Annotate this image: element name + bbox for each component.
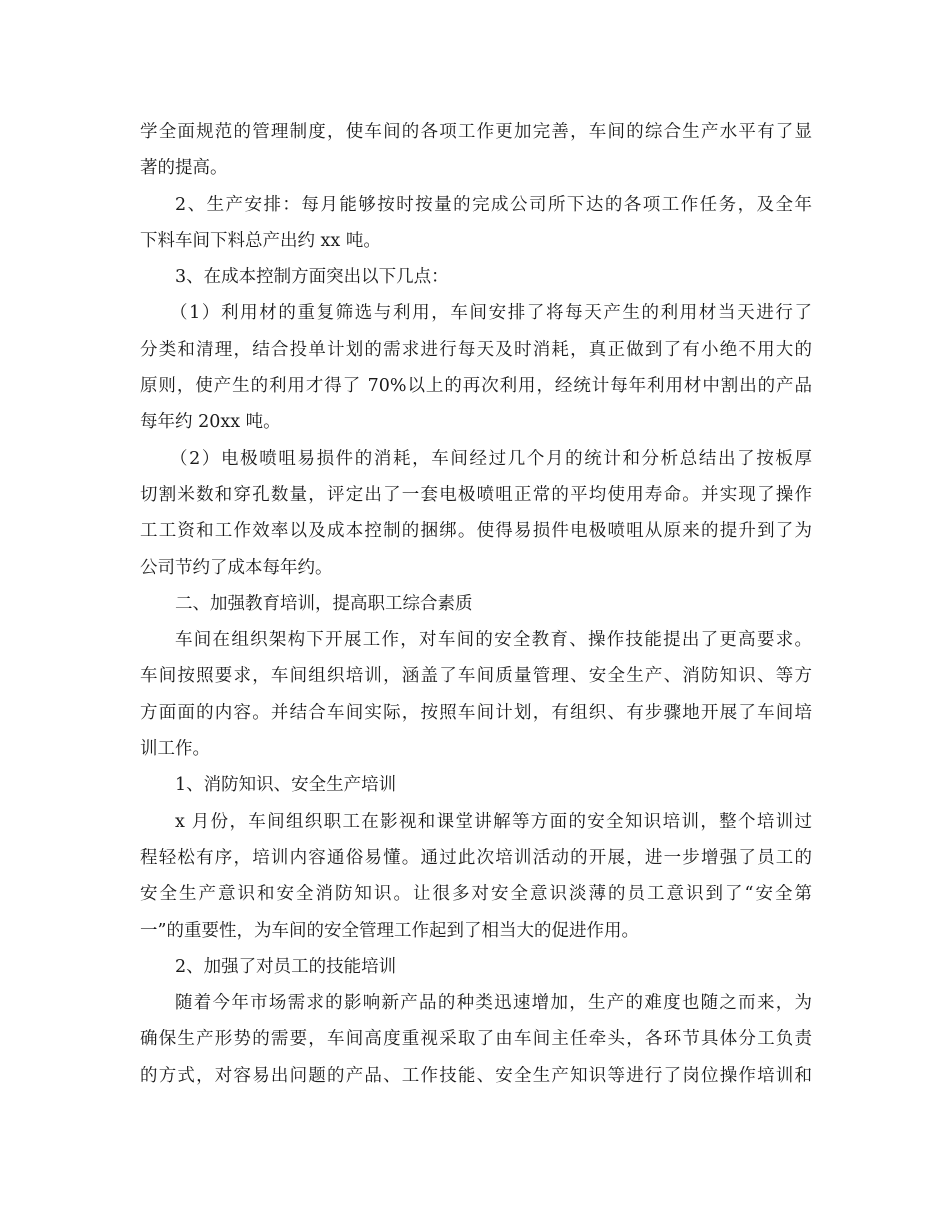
- subsection-heading: 2、加强了对员工的技能培训: [175, 956, 397, 977]
- text-line: 的方式，对容易出问题的产品、工作技能、安全生产知识等进行了岗位操作培训和: [140, 1065, 812, 1086]
- text-line: x 月份，车间组织职工在影视和课堂讲解等方面的安全知识培训，整个培训过: [175, 811, 812, 832]
- subsection-heading: 1、消防知识、安全生产培训: [175, 775, 397, 796]
- text-line: 原则，使产生的利用才得了 70%以上的再次利用，经统计每年利用材中割出的产品: [140, 376, 812, 397]
- document-body: [140, 114, 812, 1094]
- text-line: 著的提高。: [140, 158, 228, 179]
- text-line: 2、生产安排：每月能够按时按量的完成公司所下达的各项工作任务，及全年: [175, 194, 812, 215]
- text-line: 确保生产形势的需要，车间高度重视采取了由车间主任牵头，各环节具体分工负责: [140, 1029, 812, 1050]
- text-line: 车间按照要求，车间组织培训，涵盖了车间质量管理、安全生产、消防知识、等方: [140, 666, 812, 687]
- text-line: 方面面的内容。并结合车间实际，按照车间计划，有组织、有步骤地开展了车间培: [140, 702, 812, 723]
- text-line: 公司节约了成本每年约。: [140, 557, 333, 578]
- text-line: 车间在组织架构下开展工作，对车间的安全教育、操作技能提出了更高要求。: [175, 630, 812, 651]
- text-line: 每年约 20xx 吨。: [140, 412, 281, 433]
- text-line: 程轻松有序，培训内容通俗易懂。通过此次培训活动的开展，进一步增强了员工的: [140, 847, 812, 868]
- text-line: 切割米数和穿孔数量，评定出了一套电极喷咀正常的平均使用寿命。并实现了操作: [140, 484, 812, 505]
- text-line: 工工资和工作效率以及成本控制的捆绑。使得易损件电极喷咀从原来的提升到了为: [140, 521, 812, 542]
- text-line: 训工作。: [140, 739, 210, 760]
- text-line: 3、在成本控制方面突出以下几点：: [175, 267, 449, 288]
- text-line: 学全面规范的管理制度，使车间的各项工作更加完善，车间的综合生产水平有了显: [140, 122, 812, 142]
- text-line: 下料车间下料总产出约 xx 吨。: [140, 230, 381, 251]
- text-line: 随着今年市场需求的影响新产品的种类迅速增加，生产的难度也随之而来，为: [175, 993, 812, 1014]
- text-line: 安全生产意识和安全消防知识。让很多对安全意识淡薄的员工意识到了“安全第: [140, 884, 812, 905]
- text-line: （1）利用材的重复筛选与利用，车间安排了将每天产生的利用材当天进行了: [170, 303, 812, 324]
- text-line: （2）电极喷咀易损件的消耗，车间经过几个月的统计和分析总结出了按板厚: [170, 448, 812, 469]
- text-line: 分类和清理，结合投单计划的需求进行每天及时消耗，真正做到了有小绝不用大的: [140, 339, 812, 360]
- text-line: 一”的重要性，为车间的安全管理工作起到了相当大的促进作用。: [140, 920, 639, 941]
- section-heading: 二、加强教育培训，提高职工综合素质: [175, 593, 473, 614]
